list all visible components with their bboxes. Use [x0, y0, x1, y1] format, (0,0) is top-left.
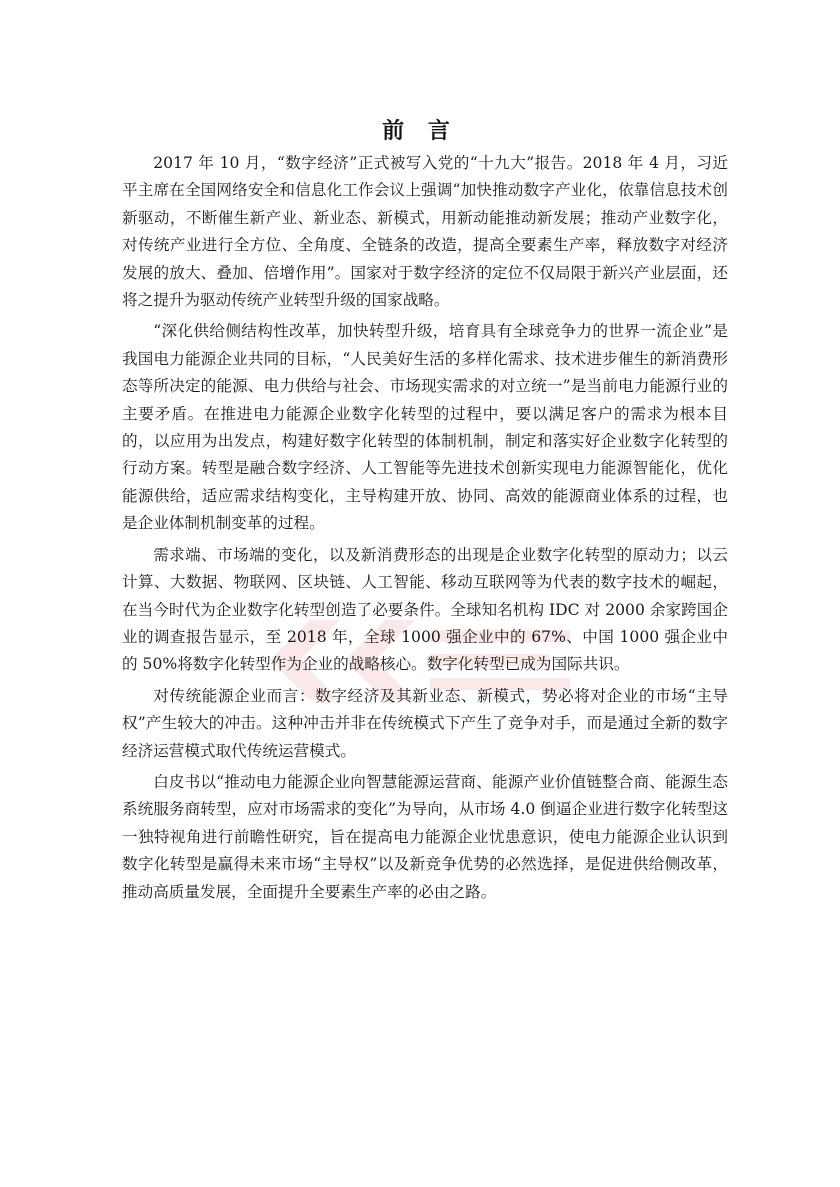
paragraph: 2017 年 10 月，“数字经济”正式被写入党的“十九大”报告。2018 年 4 月，习近平主席在全国网络安全和信息化工作会议上强调“加快推动数字产业化，依靠信息技术创新驱动，不断催生新产业、新业态、新模式，用新动能推动新发展；推动产业数字化，对传统产业进行全方位、全角度、全链条的改造，提高全要素生产率，释放数字对经济发展的放大、叠加、倍增作用”。国家对于数字经济的定位不仅局限于新兴产业层面，还将之提升为驱动传统产业转型升级的国家战略。 [122, 154, 728, 310]
page-title: 前 言 [382, 118, 458, 144]
paragraph: 白皮书以“推动电力能源企业向智慧能源运营商、能源产业价值链整合商、能源生态系统服务商转型，应对市场需求的变化”为导向，从市场 4.0 倒逼企业进行数字化转型这一独特视角进行前瞻性研究，旨在提高电力能源企业忧患意识，使电力能源企业认识到数字化转型是赢得未来市场“主导权”以及新竞争优势的必然选择，是促进供给侧改革，推动高质量发展，全面提升全要素生产率的必由之路。 [122, 772, 728, 901]
paragraph: 对传统能源企业而言：数字经济及其新业态、新模式，势必将对企业的市场“主导权”产生较大的冲击。这种冲击并非在传统模式下产生了竞争对手，而是通过全新的数字经济运营模式取代传统运营模式。 [122, 686, 728, 760]
paragraph: “深化供给侧结构性改革，加快转型升级，培育具有全球竞争力的世界一流企业”是我国电力能源企业共同的目标，“人民美好生活的多样化需求、技术进步催生的新消费形态等所决定的能源、电力供给与社会、市场现实需求的对立统一”是当前电力能源行业的主要矛盾。在推进电力能源企业数字化转型的过程中，要以满足客户的需求为根本目的，以应用为出发点，构建好数字化转型的体制机制，制定和落实好企业数字化转型的行动方案。转型是融合数字经济、人工智能等先进技术创新实现电力能源智能化，优化能源供给，适应需求结构变化，主导构建开放、协同、高效的能源商业体系的过程，也是企业体制机制变革的过程。 [122, 322, 728, 533]
body-text [122, 150, 728, 910]
paragraph: 需求端、市场端的变化，以及新消费形态的出现是企业数字化转型的原动力；以云计算、大数据、物联网、区块链、人工智能、移动互联网等为代表的数字技术的崛起，在当今时代为企业数字化转型创造了必要条件。全球知名机构 IDC 对 2000 余家跨国企业的调查报告显示，至 2018 年，全球 1000 强企业中的 67%、中国 1000 强企业中的 50%将数字化转型作为企业的战略核心。数字化转型已成为国际共识。 [122, 545, 728, 674]
